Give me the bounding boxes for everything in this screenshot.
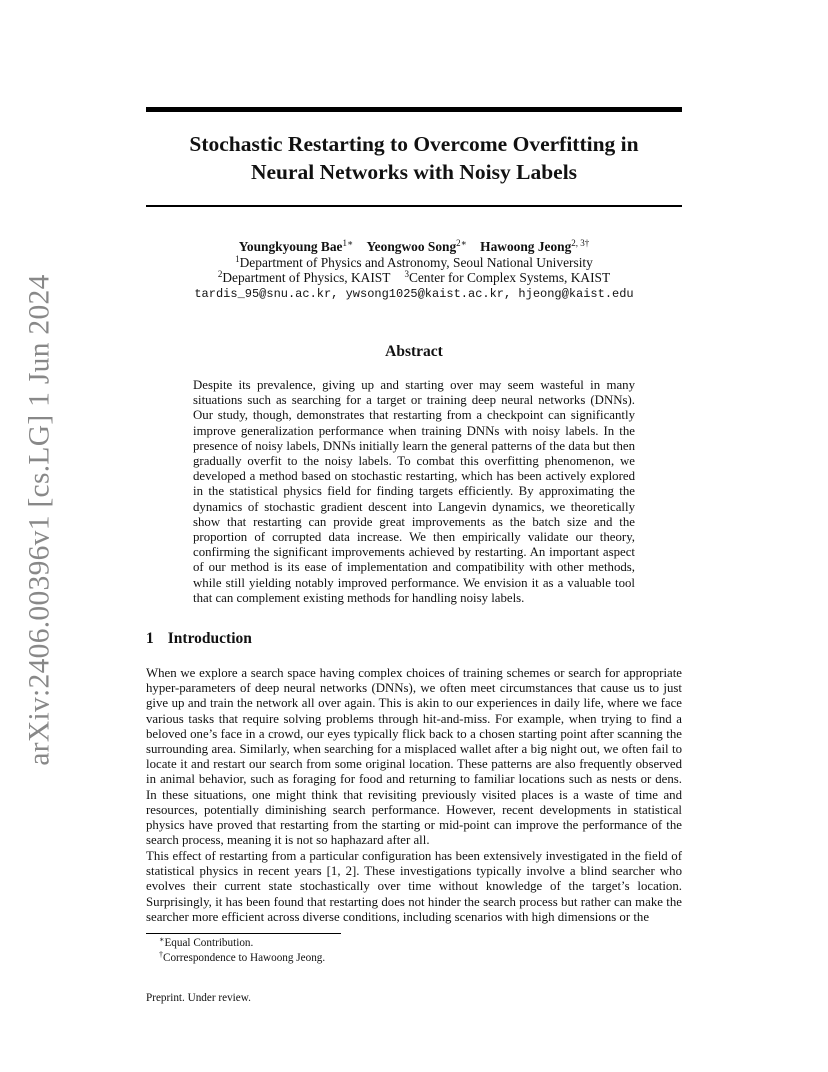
author <box>480 239 589 254</box>
author-name: Yeongwoo Song <box>366 239 457 254</box>
preprint-note: Preprint. Under review. <box>146 992 251 1004</box>
footnote-mark: † <box>159 949 163 959</box>
title-bottom-rule <box>146 205 682 207</box>
affiliation-text: Center for Complex Systems, KAIST <box>408 270 611 285</box>
author-name: Hawoong Jeong <box>480 239 572 254</box>
affiliation-line <box>146 270 682 286</box>
footnote <box>159 936 325 951</box>
paper-title <box>146 130 682 186</box>
abstract-text: Despite its prevalence, giving up and starting over may seem wasteful in many situations such as searching for a target or training deep neural networks (DNNs). Our study, though, demonstrates that restarting from a checkpoint can significantly improve generalization performance when training DNNs with noisy labels. In the presence of noisy labels, DNNs initially learn the general patterns of the data but then gradually overfit to the noisy labels. To combat this overfitting phenomenon, we developed a method based on stochastic restarting, which has been actively explored in the statistical physics field for finding targets efficiently. By approximating the dynamics of stochastic gradient descent into Langevin dynamics, we theoretically show that restarting can provide great improvements as the batch size and the proportion of corrupted data increase. We then empirically validate our theory, confirming the significant improvements achieved by restarting. An important aspect of our method is its ease of implementation and compatibility with other methods, while still yielding notably improved performance. We envision it as a valuable tool that can complement existing methods for handling noisy labels. <box>193 378 635 605</box>
footnotes <box>159 936 325 965</box>
affiliation-text: Department of Physics, KAIST <box>222 270 391 285</box>
section-number: 1 <box>146 630 154 647</box>
paper-title-line-2: Neural Networks with Noisy Labels <box>250 160 578 184</box>
footnote-text: Equal Contribution. <box>164 937 254 949</box>
section-heading-introduction <box>146 630 252 648</box>
author-affiliation-mark: 1∗ <box>342 238 354 248</box>
author-affiliation-mark: 2, 3† <box>571 238 590 248</box>
introduction-paragraph-1: When we explore a search space having complex choices of training schemes or search for appropriate hyper-parameters of deep neural networks (DNNs), we often meet circumstances that cause us to just give up and train the network all over again. This is akin to our experiences in daily life, where we face various tasks that require solving problems through hit-and-miss. For example, when trying to find a beloved one’s face in a crowd, our eyes typically flick back to a chosen starting point after scanning the surrounding area. Similarly, when searching for a misplaced wallet after a big night out, we often fail to locate it and restart our search from some original location. These patterns are also frequently observed in animal behavior, such as foraging for food and returning to familiar locations such as nests or dens. In these situations, one might think that revisiting previously visited places is a waste of time and resources, potentially diminishing search performance. However, recent developments in statistical physics have proved that restarting from the starting or mid-point can improve the performance of the search process, meaning it is not so haphazard after all. <box>146 666 682 848</box>
author <box>367 239 467 254</box>
author-block <box>146 239 682 302</box>
author <box>239 239 353 254</box>
footnote <box>159 951 325 966</box>
affiliation-mark: 1 <box>235 253 240 264</box>
author-name: Youngkyoung Bae <box>238 239 343 254</box>
affiliation-mark: 2 <box>217 269 223 279</box>
footnote-text: Correspondence to Hawoong Jeong. <box>163 951 326 964</box>
introduction-paragraph-2: This effect of restarting from a particular configuration has been extensively investigated in the field of statistical physics in recent years [1, 2]. These investigations typically involve a blind searcher who evolves their current state stochastically over time without knowledge of the target’s location. Surprisingly, it has been found that restarting does not hinder the search process but rather can make the searcher more efficient across diverse conditions, including scenarios with high dimensions or the <box>146 849 682 924</box>
affiliation-text: Department of Physics and Astronomy, Seoul National University <box>239 254 593 270</box>
footnote-divider <box>146 933 341 934</box>
author-emails: tardis_95@snu.ac.kr, ywsong1025@kaist.ac.kr, hjeong@kaist.edu <box>194 286 634 301</box>
title-top-rule <box>146 107 682 112</box>
footnote-mark: ∗ <box>159 935 165 944</box>
affiliation-line <box>146 255 682 271</box>
affiliation-mark: 3 <box>404 269 409 279</box>
author-list <box>146 239 682 255</box>
arxiv-identifier: arXiv:2406.00396v1 [cs.LG] 1 Jun 2024 <box>23 274 56 766</box>
abstract-heading: Abstract <box>385 343 443 360</box>
section-title: Introduction <box>167 630 252 647</box>
author-affiliation-mark: 2∗ <box>456 238 467 248</box>
paper-title-line-1: Stochastic Restarting to Overcome Overfitting in <box>189 132 639 156</box>
